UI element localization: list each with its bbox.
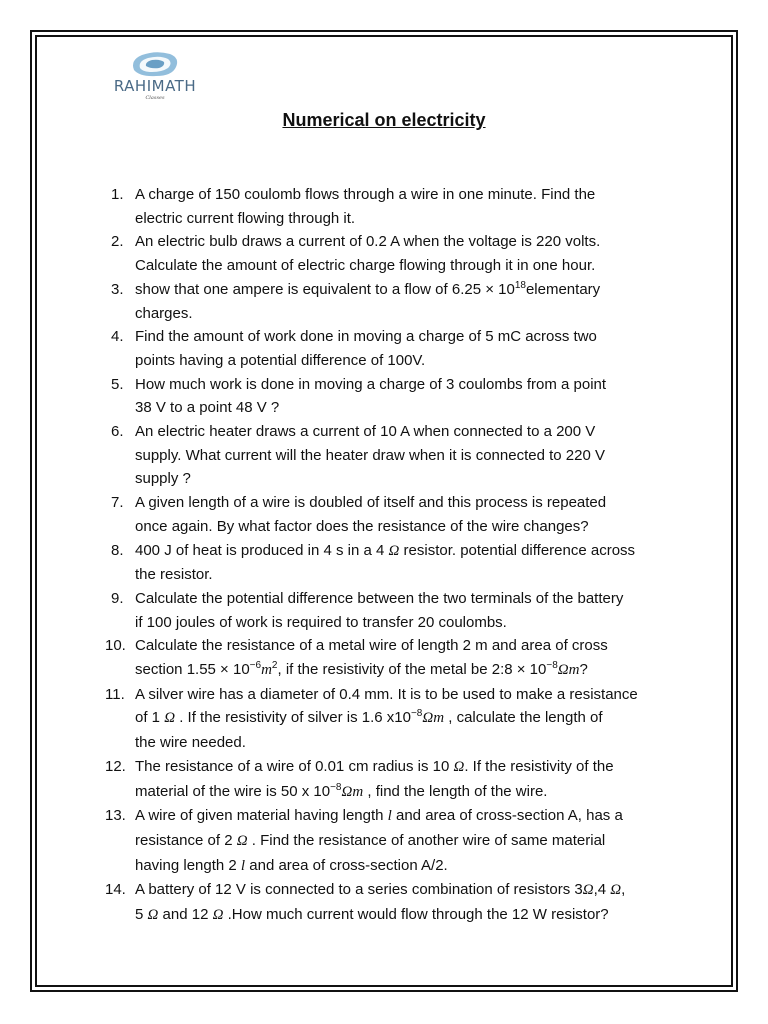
- ohm-symbol: Ω: [236, 832, 248, 849]
- text-segment: .How much current would flow through the 12 W resistor?: [223, 906, 609, 924]
- text-segment: material of the wire is 50 x 10: [135, 782, 331, 800]
- exponent: −8: [546, 660, 558, 672]
- question-4: [111, 325, 695, 372]
- ohm-symbol: Ω: [388, 542, 400, 559]
- question-11: [105, 683, 695, 755]
- text-segment: elementary: [525, 280, 601, 298]
- question-line: [135, 878, 695, 903]
- text-segment: , find the length of the wire.: [363, 782, 548, 800]
- question-line: [135, 658, 695, 683]
- ohm-symbol: Ω: [212, 907, 224, 924]
- question-line: [135, 539, 695, 564]
- text-segment: . If the resistivity of silver is 1.6 x10: [175, 709, 411, 727]
- text-segment: having length 2: [135, 856, 241, 874]
- text-segment: show that one ampere is equivalent to a flow of 6.25 × 10: [135, 280, 515, 298]
- question-number: 10.: [105, 637, 126, 655]
- question-line: [135, 780, 695, 805]
- question-line: [135, 854, 695, 879]
- question-line: the resistor.: [135, 566, 213, 584]
- question-line: [135, 755, 695, 780]
- text-segment: 5: [135, 906, 148, 924]
- question-line: An electric bulb draws a current of 0.2 A when the voltage is 220 volts.: [135, 233, 601, 251]
- question-number: 8.: [111, 541, 124, 559]
- exponent: −8: [410, 708, 423, 720]
- question-line: points having a potential difference of 100V.: [135, 351, 426, 369]
- rahimath-logo: [100, 50, 210, 106]
- logo-emblem-icon: [128, 50, 182, 80]
- question-1: [111, 183, 695, 230]
- question-14: [105, 878, 695, 927]
- text-segment: and area of cross-section A, has a: [391, 807, 623, 825]
- question-line: A charge of 150 coulomb flows through a wire in one minute. Find the: [135, 186, 596, 203]
- text-segment: . Find the resistance of another wire of same material: [247, 831, 606, 849]
- question-line: [135, 706, 695, 731]
- question-number: 1.: [111, 186, 124, 203]
- text-segment: The resistance of a wire of 0.01 cm radius is 10: [135, 757, 454, 775]
- question-line: supply ?: [135, 470, 191, 488]
- question-line: An electric heater draws a current of 10 A when connected to a 200 V: [135, 423, 596, 441]
- question-number: 13.: [105, 807, 126, 825]
- unit-symbol: m: [261, 662, 272, 679]
- question-9: [111, 587, 695, 634]
- question-number: 4.: [111, 328, 124, 346]
- text-segment: section 1.55 × 10: [135, 661, 250, 679]
- question-line: Calculate the resistance of a metal wire of length 2 m and area of cross: [135, 637, 608, 655]
- length-symbol: l: [240, 857, 246, 874]
- question-line: if 100 joules of work is required to transfer 20 coulombs.: [135, 613, 507, 631]
- question-13: [105, 804, 695, 878]
- text-segment: resistance of 2: [135, 831, 237, 849]
- text-segment: ,: [621, 881, 626, 899]
- question-2: [111, 230, 695, 277]
- text-segment: A wire of given material having length: [135, 807, 388, 825]
- question-number: 14.: [105, 881, 126, 899]
- text-segment: of 1: [135, 709, 165, 727]
- question-3: [111, 278, 695, 325]
- question-10: [105, 634, 695, 682]
- logo-tagline: Classes: [145, 95, 165, 101]
- question-line: A given length of a wire is doubled of itself and this process is repeated: [135, 494, 607, 512]
- question-line: [135, 278, 695, 302]
- text-segment: A battery of 12 V is connected to a series combination of resistors 3: [135, 881, 583, 899]
- unit-symbol: Ωm: [341, 783, 364, 800]
- question-line: supply. What current will the heater draw when it is connected to 220 V: [135, 446, 605, 464]
- ohm-symbol: Ω: [164, 710, 176, 727]
- question-number: 2.: [111, 233, 124, 251]
- exponent: 18: [514, 279, 526, 291]
- question-line: Calculate the potential difference between the two terminals of the battery: [135, 589, 624, 607]
- unit-symbol: Ωm: [557, 662, 580, 679]
- text-segment: 400 J of heat is produced in 4 s in a 4: [135, 541, 389, 559]
- ohm-symbol: Ω: [610, 882, 622, 899]
- question-5: [111, 373, 695, 420]
- question-6: [111, 420, 695, 491]
- question-number: 5.: [111, 375, 124, 393]
- exponent: 2: [271, 660, 278, 672]
- question-number: 11.: [105, 685, 125, 703]
- question-number: 6.: [111, 423, 124, 441]
- question-number: 12.: [105, 757, 126, 775]
- question-line: charges.: [135, 304, 193, 322]
- text-segment: ,4: [593, 881, 611, 899]
- question-list: [105, 183, 695, 928]
- question-line: How much work is done in moving a charge of 3 coulombs from a point: [135, 375, 607, 393]
- question-line: Find the amount of work done in moving a charge of 5 mC across two: [135, 328, 597, 346]
- question-line: [135, 903, 695, 928]
- ohm-symbol: Ω: [147, 907, 159, 924]
- text-segment: , if the resistivity of the metal be 2:8 × 10: [277, 661, 547, 679]
- question-8: [111, 539, 695, 587]
- question-number: 9.: [111, 589, 124, 607]
- length-symbol: l: [387, 808, 392, 825]
- ohm-symbol: Ω: [582, 882, 594, 899]
- question-number: 3.: [111, 280, 124, 298]
- question-7: [111, 491, 695, 538]
- exponent: −8: [330, 781, 342, 793]
- question-line: [135, 804, 695, 829]
- text-segment: resistor. potential difference across: [399, 541, 636, 559]
- question-line: the wire needed.: [135, 734, 246, 752]
- question-number: 7.: [111, 494, 124, 512]
- page-title: Numerical on electricity: [282, 110, 486, 130]
- text-segment: , calculate the length of: [444, 709, 603, 727]
- question-line: Calculate the amount of electric charge flowing through it in one hour.: [135, 257, 596, 275]
- question-line: electric current flowing through it.: [135, 209, 356, 227]
- question-line: once again. By what factor does the resistance of the wire changes?: [135, 517, 589, 535]
- text-segment: and 12: [158, 906, 213, 924]
- exponent: −6: [249, 660, 262, 672]
- text-segment: . If the resistivity of the: [464, 757, 614, 775]
- question-12: [105, 755, 695, 804]
- unit-symbol: Ωm: [422, 710, 445, 727]
- question-line: 38 V to a point 48 V ?: [135, 399, 280, 417]
- question-line: A silver wire has a diameter of 0.4 mm. It is to be used to make a resistance: [135, 685, 638, 703]
- text-segment: ?: [579, 661, 588, 679]
- question-line: [135, 829, 695, 854]
- logo-wordmark: RAHIMATH: [113, 77, 197, 95]
- ohm-symbol: Ω: [453, 758, 465, 775]
- text-segment: and area of cross-section A/2.: [245, 856, 448, 874]
